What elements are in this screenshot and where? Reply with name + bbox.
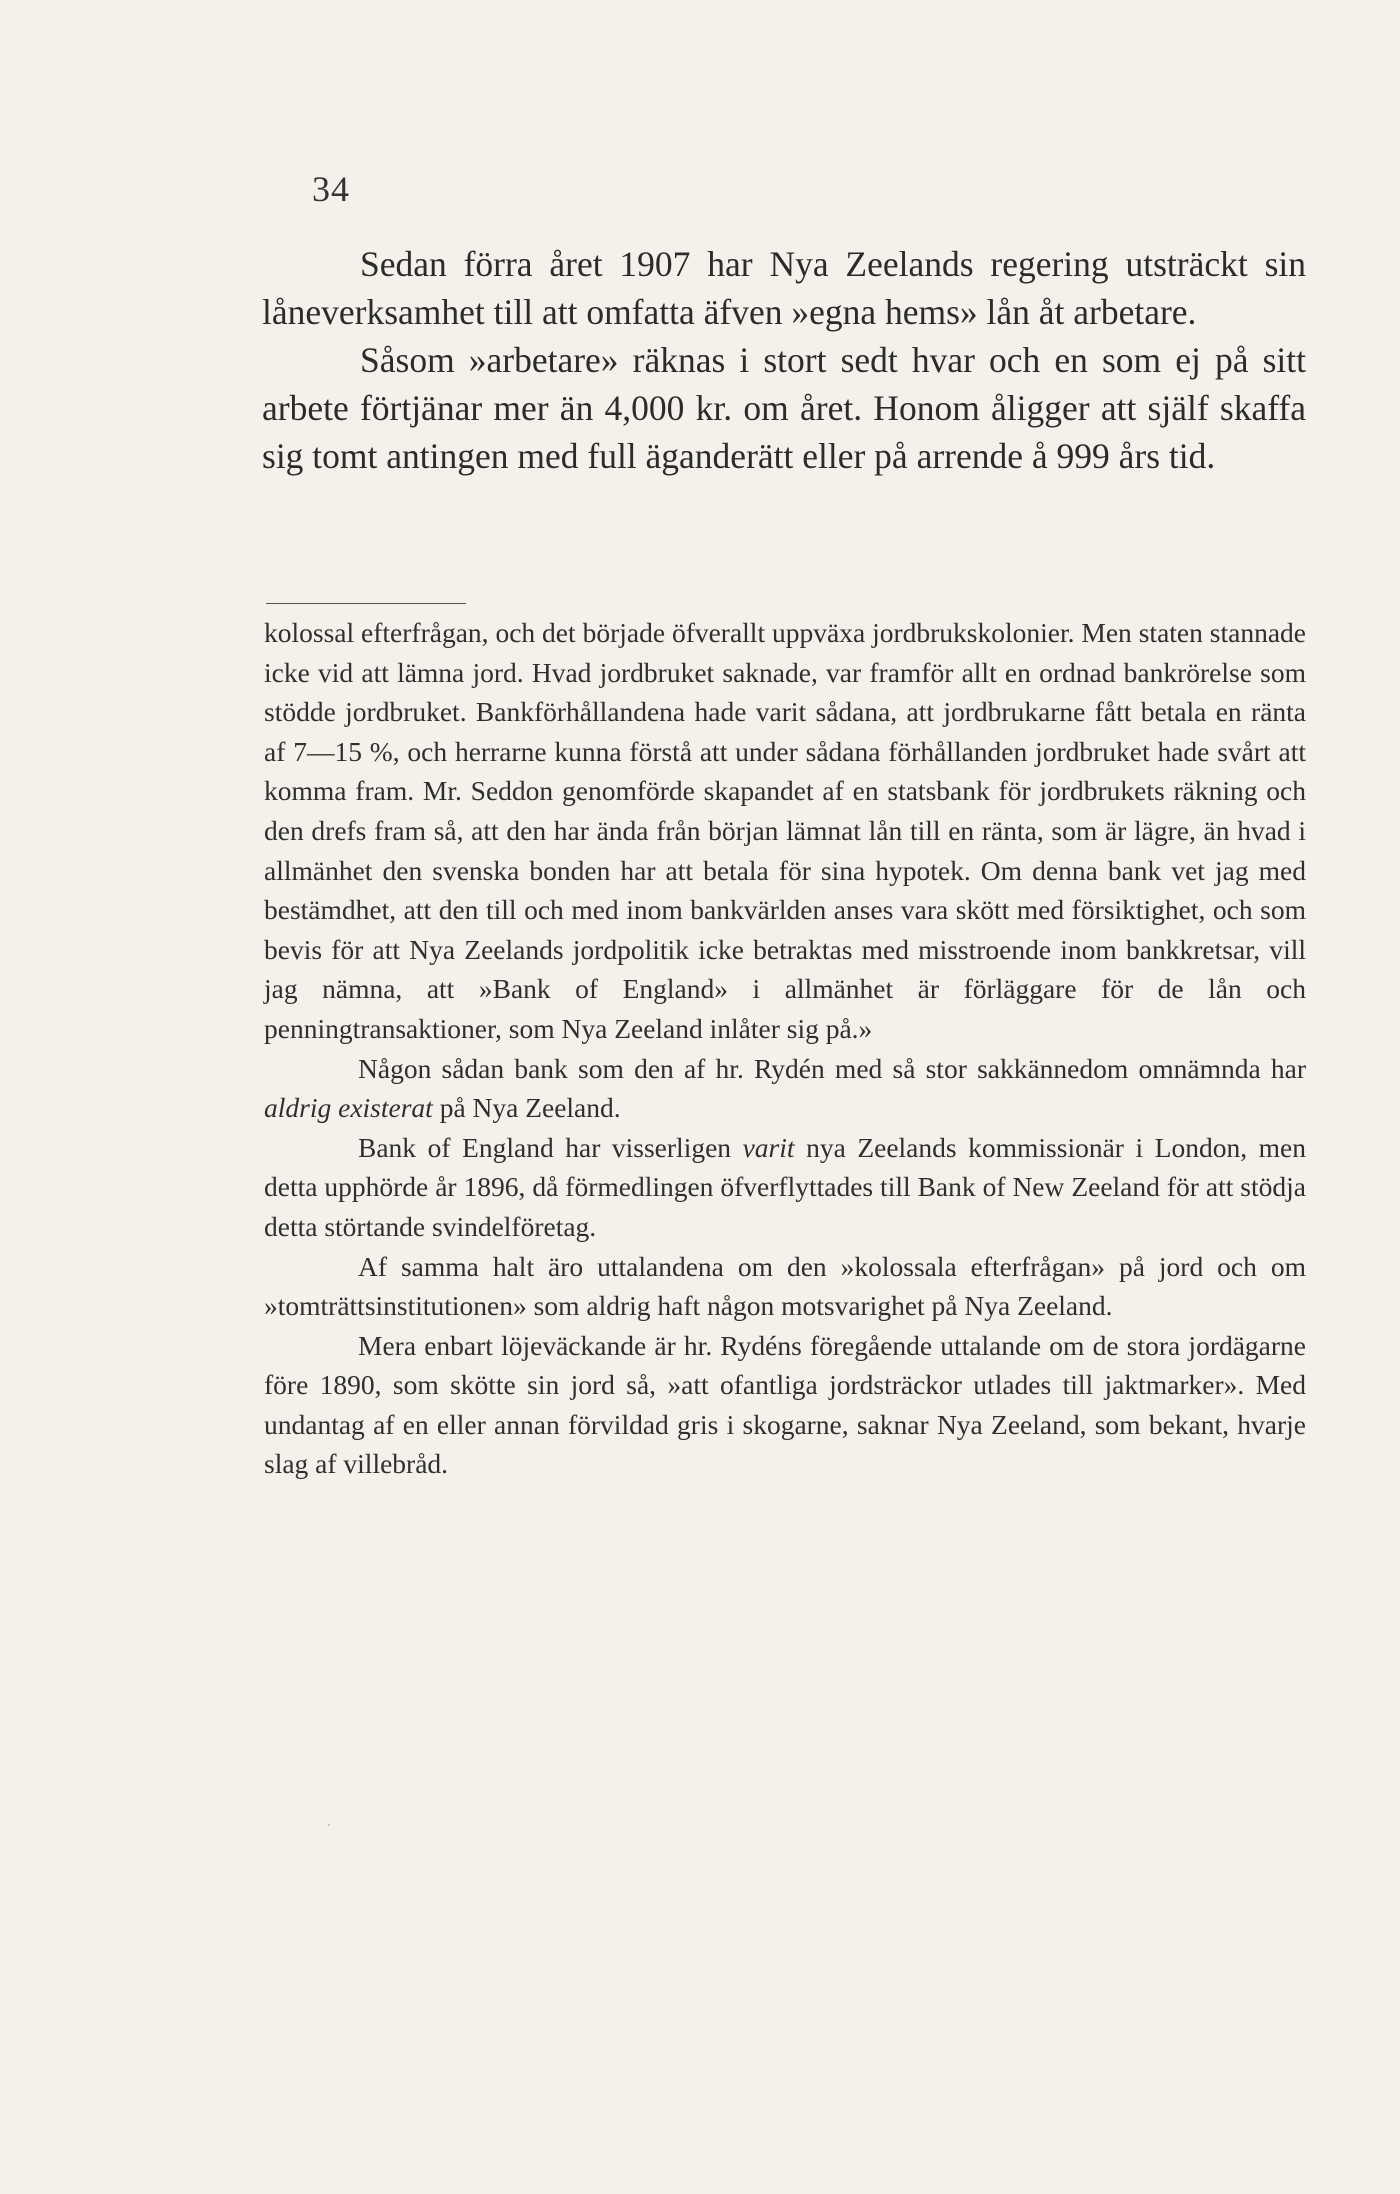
footnote-paragraph <box>264 1128 1306 1247</box>
footnote-paragraph <box>264 1049 1306 1128</box>
footnote-text-run: Bank of England har visserligen <box>358 1131 743 1163</box>
footnote-text-run: på Nya Zeeland. <box>432 1092 621 1124</box>
footnote-italic-run: aldrig existerat <box>264 1092 433 1124</box>
footnote-paragraph: kolossal efterfrågan, och det började öfverallt uppväxa jordbrukskolonier. Men staten stannade icke vid att lämna jord. Hvad jordbruket saknade, var framför allt en ordnad bankrörelse som stödde jordbruket. Bankförhållandena hade varit sådana, att jordbrukarne fått betala en ränta af 7—15 %, och herrarne kunna förstå att under sådana förhållanden jordbruket hade svårt att komma fram. Mr. Seddon genomförde skapandet af en statsbank för jordbrukets räkning och den drefs fram så, att den har ända från början lämnat lån till en ränta, som är lägre, än hvad i allmänhet den svenska bonden har att betala för sina hypotek. Om denna bank vet jag med bestämdhet, att den till och med inom bankvärlden anses vara skött med försiktighet, och som bevis för att Nya Zeelands jordpolitik icke betraktas med misstroende inom bankkretsar, vill jag nämna, att »Bank of England» i allmänhet är förläggare för de lån och penningtransaktioner, som Nya Zeeland inlåter sig på.» <box>264 617 1306 1044</box>
footnote-paragraph: Af samma halt äro uttalandena om den »kolossala efterfrågan» på jord och om »tomträttsinstitutionen» som aldrig haft någon motsvarighet på Nya Zeeland. <box>264 1250 1306 1322</box>
footnote-paragraph: Mera enbart löjeväckande är hr. Rydéns föregående uttalande om de stora jordägarne före 1890, som skötte sin jord så, »att ofantliga jordsträckor utlades till jaktmarker». Med undantag af en eller annan förvildad gris i skogarne, saknar Nya Zeeland, som bekant, hvarje slag af villebråd. <box>264 1329 1306 1480</box>
footnote-text <box>264 613 1306 1484</box>
body-paragraph: Såsom »arbetare» räknas i stort sedt hvar och en som ej på sitt arbete förtjänar mer än 4,000 kr. om året. Honom åligger att själf skaffa sig tomt antingen med full äganderätt eller på arrende å 999 års tid. <box>262 340 1306 476</box>
footnote-italic-run: varit <box>742 1131 795 1163</box>
paper-speck <box>328 1824 330 1826</box>
body-paragraph: Sedan förra året 1907 har Nya Zeelands regering utsträckt sin låneverksamhet till att omfatta äfven »egna hems» lån åt arbetare. <box>262 244 1306 332</box>
footnote-text-run: nya Zeelands kommissionär i London, men detta upphörde år 1896, då förmedlingen öfverflyttades till Bank of New Zeeland för att stödja detta störtande svindelföretag. <box>264 1131 1306 1242</box>
page-number: 34 <box>312 169 350 209</box>
main-body-text <box>262 240 1306 480</box>
footnote-divider <box>266 603 466 604</box>
footnote-text-run: Någon sådan bank som den af hr. Rydén med så stor sakkännedom omnämnda har <box>358 1052 1306 1084</box>
